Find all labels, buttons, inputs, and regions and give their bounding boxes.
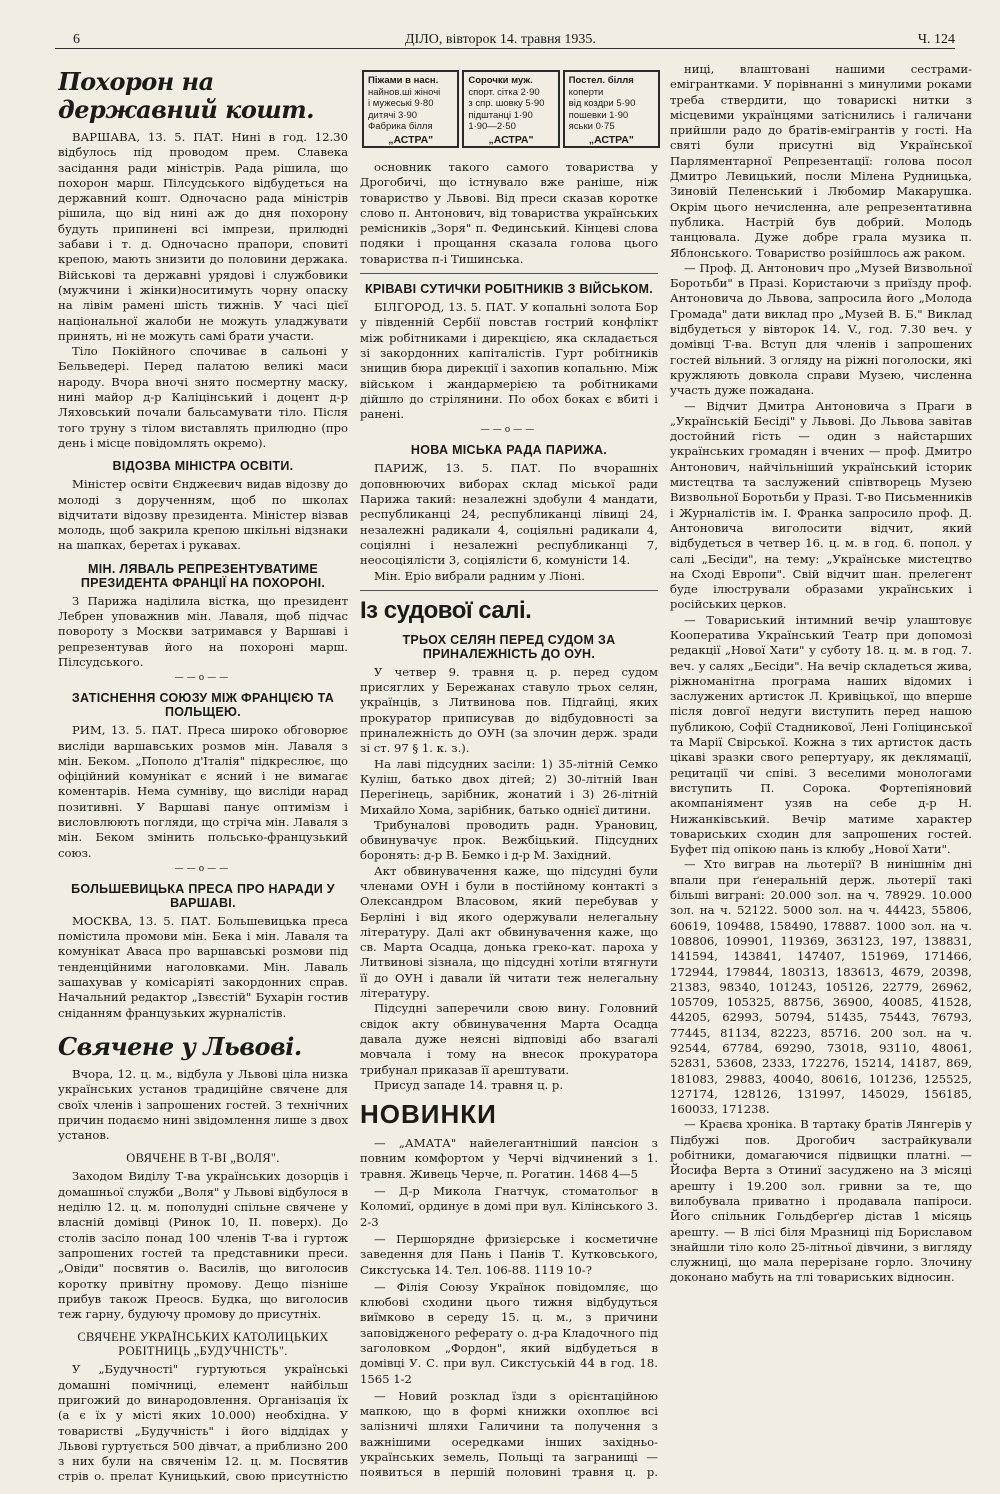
article-paragraph: Присуд западе 14. травня ц. р. bbox=[374, 1077, 564, 1092]
issue-date: вівторок 14. травня 1935. bbox=[445, 32, 596, 47]
subheading: ВІДОЗВА МІНІСТРА ОСВІТИ. bbox=[112, 459, 294, 474]
ad-line: дитячі 3·90 bbox=[368, 109, 418, 121]
ad-line: спорт. сітка 2·90 bbox=[468, 86, 540, 98]
ad-address bbox=[368, 146, 453, 148]
ad-address bbox=[569, 146, 654, 148]
newspaper-name: ДІЛО, bbox=[405, 32, 443, 47]
advertisement-row bbox=[362, 70, 660, 148]
ad-address bbox=[468, 146, 553, 148]
column-3 bbox=[670, 62, 972, 1482]
separator: ——o—— bbox=[480, 425, 538, 436]
news-item: — Філія Союзу Українок повідомляє, що клюбові сходини цього тижня відбудуться виїмково в середу 15. ц. м., з причини заповідженого реферату о. д-ра Кладочного під заголовком „Фордон", який відбудеться в домівці У. С. при вул. Сикстуській 44 в год. 18. 1565 1-2 bbox=[360, 1279, 658, 1386]
article-paragraph: ВАРШАВА, 13. 5. ПАТ. Нині в год. 12.30 відбулось під проводом прем. Славека засідання ради міністрів. Рада рішила, що похорон марш. Пілсудського відбудеться на державний кошт. Одночасно рада міністрів рішила, що від нині аж до дня похорону будуть припинені всі імпрези, прилюдні забави і т. д. Одночасно прапори, сповиті крепою, мають знизити до половини держака. Військові та державні урядові і службовики (мужчини і жінки)носитимуть чорну опаску на лівім рамені шість тижнів. У часі цієї національної жалоби не можуть уладжувати принять, ні не можуть самі брати участи. bbox=[58, 130, 348, 343]
subheading: СВЯЧЕНЕ УКРАЇНСЬКИХ КАТОЛИЦЬКИХ РОБІТНИЦЬ „БУДУЧНІСТЬ". bbox=[77, 1330, 329, 1359]
article-paragraph: — Проф. Д. Антонович про „Музей Визвольної Боротьби" в Празі. Користаючи з приїзду проф. Антоновича до Львова, запросила його „Молода Громада" дати виклад про „Музей В. Б." Виклад відбудеться у вівторок 14. V., год. 7.30 веч. у домівці Т-ва. Вступ для членів і запрошених гостей вільний. З огляду на ріжні поголоски, які кружляють довкола справи Музею, численна участь дуже пожадана. bbox=[670, 260, 972, 398]
ad-line: найнов.ші жіночі bbox=[368, 86, 441, 98]
ad-line: від коздри 5·90 bbox=[568, 98, 636, 109]
article-paragraph: — Товариський інтимний вечір улаштовує Кооператива Український Театр при допомозі редакції „Нової Хати" у суботу 18. ц. м. в год. 7. веч. у салях „Бесіди". На вечір складеться жива, ріжноманітна програма наших відомих і заслужених артисток Л. Кривіцької, що вперше після довгої недуги виступить перед нашою публикою, Софії Стадникової, Лені Голіцинської та Марії Свірської. Кожна з тих артисток дасть цікаві зразки свого репертуару, як деклямації, рецитації чи співі. З веселими монологами виступить П. Сорока. Фортепіяновий акомпаніямент узяв на себе д-р Н. Нижанківський. Вечір матиме характер товариських сходин для запрошених гостей. Буфет під опікою пань із клюбу „Нової Хати". bbox=[670, 612, 972, 857]
divider bbox=[360, 273, 658, 274]
article-paragraph: ПАРИЖ, 13. 5. ПАТ. По вчорашніх доповнюючих виборах склад міської ради Парижа такий: незалежні здобули 4 мандати, республиканці 24, республиканці лівиці 24, незалежні радикали 4, соціяльні радикали 4, соціялні і незалежні республиканці 7, неосоціялісти 3, соціялісти 6, комуністи 14. bbox=[360, 461, 658, 568]
issue-number: Ч. 124 bbox=[917, 32, 955, 47]
article-paragraph: — Відчит Дмитра Антоновича з Праги в „Українській Бесіді" у Львові. До Львова завітав достойний гість — один з найстарших українських громадян і вчених — проф. Дмитро Антонович, найчільніший український історик мистецтва та заслужений співтворець Музею Визвольної Боротьби у Празі. Т-во Письменників і Журналістів ім. І. Франка запросило проф. Д. Антоновича виголосити відчит, який відбудеться в четвер 16. ц. м. в год. 6. попол. у салі „Бесіди", на тему: „Українське мистецтво на Сході Европи". Свій відчит шан. прелегент буде ілюстрували образами українських і російських церков. bbox=[670, 398, 972, 612]
headline-funeral: Похорон на державний кошт. bbox=[58, 67, 315, 124]
article-paragraph: Заходом Виділу Т-ва українських дозорців і домашньої служби „Воля" у Львові відбулося в неділю 12. ц. м. пополудні спільне свячене у власній домівці (Ринок 10, II. поверх). До столів засіло понад 100 членів Т-ва і гуртож запрошених гостей та представники преси. „Овіди" посвятив о. Василів, що виголосив коротку привітну промову. Дещо пізніше прибув також Преосв. Будка, що виголосив теж гарну, будуючу промову до присутніх. bbox=[58, 1169, 348, 1322]
subheading: ОВЯЧЕНЕ В Т-ВІ „ВОЛЯ". bbox=[126, 1151, 280, 1166]
article-paragraph: Трибуналові проводить радн. Урановиц, обвинувачує прок. Вежбіцький. Підсудних боронять: д-р В. Бемко і д-р М. Західний. bbox=[360, 817, 658, 863]
subheading: ЗАТІСНЕННЯ СОЮЗУ МІЖ ФРАНЦІЄЮ ТА ПОЛЬЩЕЮ. bbox=[71, 691, 335, 720]
ad-line: Фабрика білля bbox=[368, 121, 433, 132]
news-item: — Д-р Микола Гнатчук, стоматольог в Коломиї, ординує в домі при вул. Кілінського 3. 2-3 bbox=[360, 1184, 658, 1229]
ad-line: підштанці 1·90 bbox=[468, 109, 533, 121]
column-2 bbox=[360, 160, 658, 1480]
ad-line: з спр. шовку 5·90 bbox=[468, 98, 545, 109]
subheading: КРІВАВІ СУТИЧКИ РОБІТНИКІВ З ВІЙСЬКОМ. bbox=[364, 282, 653, 297]
article-paragraph: Акт обвинувачення каже, що підсудні були членами ОУН і були в постійному контакті з Олександром Власовом, який перебував у Берліні і від якого одержували нелегальну літературу. Далі акт обвинувачення каже, що св. Марта Осадца, донька греко-кат. пароха у Литвинові зізнала, що підсудні хотіли втягнути її до ОУН і давали їй читати теж нелегальну літературу. bbox=[360, 863, 658, 1001]
article-paragraph: РИМ, 13. 5. ПАТ. Преса широко обговорює висліди варшавських розмов мін. Лаваля з мін. Беком. „Пополо д'Італія" підкреслює, що офіційний комунікат є ясний і не вимагає коментарів. Нема сумніву, що висліди нарад позитивні. У Варшаві панує оптимізм і висловлюють погляди, що стріча мін. Лаваля з мін. Беком змінить польсько-французький союз. bbox=[58, 723, 348, 860]
subheading: ТРЬОХ СЕЛЯН ПЕРЕД СУДОМ ЗА ПРИНАЛЕЖНІСТЬ ДО ОУН. bbox=[402, 632, 616, 661]
article-paragraph: БІЛГОРОД, 13. 5. ПАТ. У копальні золота Бор у південній Сербії повстав гострий конфлікт між робітниками і дирекцією, яка складається зі закордонних капіталістів. Гурт робітників знищив бюра дирекції і захопив копальню. Між військом і жандармерією та робітниками дійшло до стрілянини. По обох боках є вбиті і ранені. bbox=[360, 300, 658, 422]
news-item: — „АМАТА" найелегантніший пансіон з повним комфортом у Черчі відчинений з 1. травня. Живець Черче, п. Рогатин. 1468 4—5 bbox=[360, 1136, 658, 1181]
ad-bedding bbox=[563, 70, 660, 148]
ad-line: Сорочки муж. bbox=[468, 75, 533, 86]
subheading: НОВА МІСЬКА РАДА ПАРИЖА. bbox=[410, 443, 608, 458]
page-number: 6 bbox=[73, 32, 80, 47]
subheading: БОЛЬШЕВИЦЬКА ПРЕСА ПРО НАРАДИ У ВАРШАВІ. bbox=[71, 881, 335, 910]
article-paragraph: ниці, влаштовані нашими сестрами-емігрантками. У порівнанні з минулими роками треба ствердити, що товарискі нитки з місцевими українцями затіснились і галичани прийшли радо до братів-емігрантів у гості. На святі були присутні від Української Парляментарної Репрезентації: голова посол Дмитро Левицький, посли Мілена Рудницька, Зиновій Пеленський і Любомир Макарушка. Окрім цього нечисленна, але репрезентативна публика. Настрій був добрий. Молодь танцювала. Дуже добре грала музика п. Яблонського. Товариство розійшлось аж раком. bbox=[670, 62, 972, 260]
ad-pyjamas bbox=[362, 70, 459, 148]
masthead-rule bbox=[55, 48, 955, 49]
news-item: — Першорядне фризієрське і косметичне заведення для Пань і Панів Т. Кутковського, Сикстуська 14. Тел. 106-88. 1119 10-? bbox=[360, 1231, 658, 1277]
article-paragraph: Мін. Еріо вибрали радним у Ліоні. bbox=[374, 568, 585, 583]
headline-courtroom: Із судової салі. bbox=[360, 596, 532, 624]
masthead bbox=[55, 30, 955, 50]
divider bbox=[360, 590, 658, 591]
ad-line: і мужеські 9·80 bbox=[368, 98, 434, 109]
masthead-title bbox=[405, 32, 596, 48]
news-item: — Новий розклад їзди з орієнтаційною мапкою, що в формі книжки охоплює всі залізничі шляхи Галичини та получення з важнішими осередками інших західньо-українських земель, Польщі та загранищі — появиться в першій половині травня ц. р. bbox=[360, 1388, 658, 1480]
column-1 bbox=[58, 62, 348, 1482]
ad-line: Постел. білля bbox=[568, 75, 634, 86]
article-paragraph: — Краєва хроніка. В тартаку братів Лянгерів у Підбужі пов. Дрогобич застрайкували робітники, домагаючися підвищки платні. — Йосифа Верта з Отиниї засуджено на 3 місяці арешту і 19.200 зол. гривни за те, що вилобувала приватно і продавала папіроси. Його спільник Гольдберґер дістав 1 місяць арешту. — В лісі біля Мразниці під Бориславом знайшли тіло коло 25-літньої дівчини, з вигляду служниці, що мала перерізане горло. Злочину доконано мабуть на тлі товариських відносин. bbox=[670, 1117, 972, 1285]
article-paragraph: У четвер 9. травня ц. р. перед судом присяглих у Бережанах ставуло трьох селян, українців, з Литвинова пов. Підгайці, яких прокуратор приписував до відбудовності за приналежність до ОУН (за злочин держ. зради зі ст. 97 § 1. к. з.). bbox=[360, 664, 658, 756]
article-paragraph: МОСКВА, 13. 5. ПАТ. Большевицька преса помістила промови мін. Бека і мін. Лаваля та комунікат Аваса про варшавські розмови під тенденційними наголовками. Мін. Лаваль зашахував у комісаріяті закордонних справ. Начальний редактор „Ізвєстій" Бухарін гостив сніданням французьких журналістів. bbox=[58, 913, 348, 1020]
article-paragraph: У „Будучності" гуртуються українські домашні помічниці, елемент найбільш пригожий до винародовлення. Організація їх (а є їх у місті яких 10.000) необхідна. У товаристві „Будучність" і його віддідах у Львові гуртується 500 дівчат, а приблизно 200 з них були на свяченім 12. ц. м. Посвятив стрів о. прелат Куницький, свою присутністю bbox=[58, 1362, 348, 1482]
ad-shirts bbox=[462, 70, 559, 148]
article-paragraph: основник такого самого товариства у Дрогобичі, що істнувало вже раніше, ніж товариство у Львові. Від преси сказав коротке слово п. Антонович, від товариства українських ремісників „Зоря" п. Фединський. Кінцеві слова подяки і прощання сказала голова цього товариства п-і Тишинська. bbox=[360, 160, 658, 266]
ad-brand: „АСТРА" bbox=[588, 133, 634, 146]
article-paragraph: Підсудні заперечили свою вину. Головний свідок акту обвинувачення Марта Осадца давала дуже неясні відповіді або взагалі мовчала і тому на внесок прокуратора трибунал приказав її арештувати. bbox=[360, 1001, 658, 1077]
ad-line: пошевки 1·90 bbox=[568, 109, 629, 121]
headline-easter: Свячене у Львові. bbox=[58, 1031, 302, 1061]
ad-brand: „АСТРА" bbox=[488, 133, 534, 146]
article-paragraph: Міністер освіти Єнджеєвич видав відозву до молоді з дорученням, щоб по школах відчитати відозву президента. Міністер візвав молодь, щоб закрила крепою шкільні відзнаки на шапках, беретах і рукавах. bbox=[58, 477, 348, 553]
article-paragraph: З Парижа наділила вістка, що президент Лебрен уповажнив мін. Лаваля, щоб підчас поворотy з Москви затримався у Варшаві і репрезентував його на похороні марш. Пілсудського. bbox=[58, 593, 348, 669]
article-paragraph: Тіло Покійного спочиває в сальоні у Бельведері. Перед палатою великі маси народу. Вчора вночі знято посмертну маску, нині майор д-р Каліцінський і доцент д-р Ляховський почали бальсамувати тіло. Після того труну з тілом виставлять прилюдно (про день і місце повідомлять окремо). bbox=[58, 344, 348, 450]
ad-line: 1·90—2·50 bbox=[468, 121, 516, 132]
news-section-heading: НОВИНКИ bbox=[360, 1099, 497, 1130]
separator: ——o—— bbox=[174, 673, 232, 684]
article-paragraph: Вчора, 12. ц. м., відбула у Львові ціла низка українських установ традиційне свячене для своїх членів і запрошених гостей. З технічних причин подаємо нині звідомлення лише з двох установ. bbox=[58, 1066, 348, 1143]
article-paragraph: — Хто виграв на льотерії? В нинішнім дні впали при ґенеральній держ. льотерії такі більші виграні: 20.000 зол. на ч. 78929. 10.000 зол. на ч. 52122. 5000 зол. на ч. 44423, 55806, 60619, 109488, 158490, 178887. 1000 зол. на ч. 108806, 109901, 119369, 363123, 197, 138831, 141594, 143841, 147407, 151969, 171466, 172944, 179844, 180313, 183613, 4679, 20398, 21383, 98340, 101243, 105126, 22779, 26962, 105709, 105325, 88756, 36900, 40085, 41528, 44205, 62993, 50794, 51435, 75443, 76793, 77445, 81134, 82223, 85716. 200 зол. на ч. 92544, 67784, 69290, 73018, 93110, 48061, 52831, 53608, 2333, 172276, 15214, 14187, 869, 181083, 29883, 40040, 80616, 101236, 125525, 127174, 128126, 131997, 145029, 156185, 160033, 171238. bbox=[670, 857, 972, 1117]
article-paragraph: На лаві підсудних засіли: 1) 35-літній Семко Куліш, батько двох дітей; 2) 30-літній Іван Перегінець, зарібник, жонатий і 3) 26-літній Михайло Хома, зарібник, батько однієї дитини. bbox=[360, 756, 658, 817]
ad-line: яськи 0·75 bbox=[568, 121, 615, 132]
ad-brand: „АСТРА" bbox=[388, 133, 434, 146]
ad-line: коперти bbox=[568, 86, 604, 98]
ad-line: Піжами в насн. bbox=[368, 75, 439, 86]
separator: ——o—— bbox=[174, 863, 232, 874]
subheading: МІН. ЛЯВАЛЬ РЕПРЕЗЕНТУВАТИМЕ ПРЕЗИДЕНТА ФРАНЦІЇ НА ПОХОРОНІ. bbox=[80, 561, 326, 590]
